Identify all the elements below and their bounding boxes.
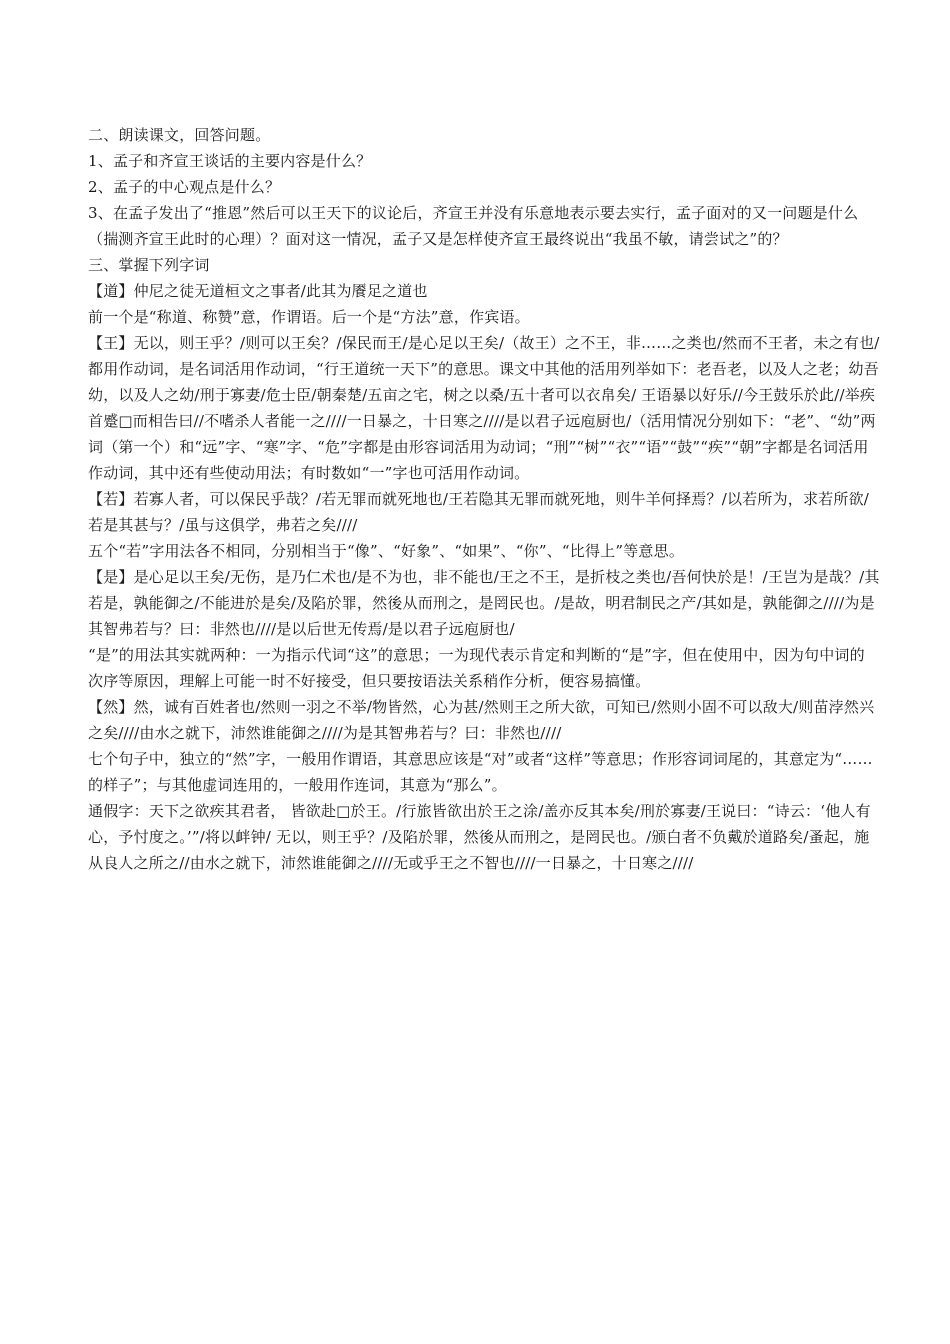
question-2: 2、孟子的中心观点是什么？ xyxy=(88,178,281,196)
wang-explanation: 都用作动词，是名词活用作动词，“行王道统一天下”的意思。课文中其他的活用列举如下：老吾老，以及人之老；幼吾幼，以及人之幼/刑于寡妻/危士臣/朝秦楚/五亩之宅，树之以桑/五十者可以衣帛矣/ 王语暴以好乐//今王鼓乐於此//举疾首蹙□而相告曰//不嗜杀人者能一之////一日暴之，十日寒之////是以君子远庖厨也/（活用情况分别如下：“老”、“幼”两词（第一个）和“远”字、“寒”字、“危”字都是由形容词活用为动词；“刑”“树”“衣”“语”“鼓”“疾”“朝”字都是名词活用作动词，其中还有些使动用法；有时数如“一”字也可活用作动词。 xyxy=(88,360,879,482)
shi-examples: 【是】是心足以王矣/无伤，是乃仁术也/是不为也，非不能也/王之不王，是折枝之类也/吾何快於是！/王岂为是哉？/其若是，孰能御之/不能进於是矣/及陷於罪，然後从而刑之，是罔民也。/是故，明君制民之产/其如是，孰能御之////为是其智弗若与？曰：非然也////是以后世无传焉/是以君子远庖厨也/ xyxy=(88,568,880,638)
section-heading: 二、朗读课文，回答问题。 xyxy=(88,126,271,144)
ruo-examples: 【若】若寡人者，可以保民乎哉？/若无罪而就死地也/王若隐其无罪而就死地，则牛羊何择焉？/以若所为，求若所欲/若是其甚与？/虽与这俱学，弗若之矣//// xyxy=(88,490,870,534)
shi-explanation: “是”的用法其实就两种：一为指示代词“这”的意思；一为现代表示肯定和判断的“是”字，但在使用中，因为句中词的次序等原因，理解上可能一时不好接受，但只要按语法关系稍作分析，便容易搞懂。 xyxy=(88,646,865,690)
tongjia-section: 通假字：天下之欲疾其君者， 皆欲赴□於王。/行旅皆欲出於王之涂/盖亦反其本矣/刑於寡妻/王说曰：“诗云：‘他人有心，予忖度之。’”/将以衅钟/ 无以，则王乎？/及陷於罪，然後从而刑之，是罔民也。/颁白者不负戴於道路矣/蚤起，施从良人之所之//由水之就下，沛然谁能御之////无或乎王之不智也////一日暴之，十日寒之//// xyxy=(88,802,871,872)
wang-examples: 【王】无以，则王乎？/则可以王矣？/保民而王/是心足以王矣/（故王）之不王，非……之类也/然而不王者，未之有也/ xyxy=(88,334,880,352)
ran-explanation: 七个句子中，独立的“然”字，一般用作谓语，其意思应该是“对”或者“这样”等意思；作形容词词尾的，其意定为“……的样子”；与其他虚词连用的，一般用作连词，其意为“那么”。 xyxy=(88,750,873,794)
dao-explanation: 前一个是“称道、称赞”意，作谓语。后一个是“方法”意，作宾语。 xyxy=(88,308,530,326)
question-1: 1、孟子和齐宣王谈话的主要内容是什么？ xyxy=(88,152,372,170)
ruo-explanation: 五个“若”字用法各不相同，分别相当于“像”、“好象”、“如果”、“你”、“比得上”等意思。 xyxy=(88,542,685,560)
question-3: 3、在孟子发出了“推恩”然后可以王天下的议论后，齐宣王并没有乐意地表示要去实行，孟子面对的又一问题是什么（揣测齐宣王此时的心理）？面对这一情况，孟子又是怎样使齐宣王最终说出“我虽不敏，请尝试之”的？ xyxy=(88,204,859,248)
dao-examples: 【道】仲尼之徒无道桓文之事者/此其为餍足之道也 xyxy=(88,282,428,300)
section-heading-vocab: 三、掌握下列字词 xyxy=(88,256,210,274)
document-body xyxy=(88,122,880,876)
ran-examples: 【然】然，诚有百姓者也/然则一羽之不举/物皆然，心为甚/然则王之所大欲，可知已/然则小固不可以敌大/则苗浡然兴之矣////由水之就下，沛然谁能御之////为是其智弗若与？曰：非然也//// xyxy=(88,698,875,742)
